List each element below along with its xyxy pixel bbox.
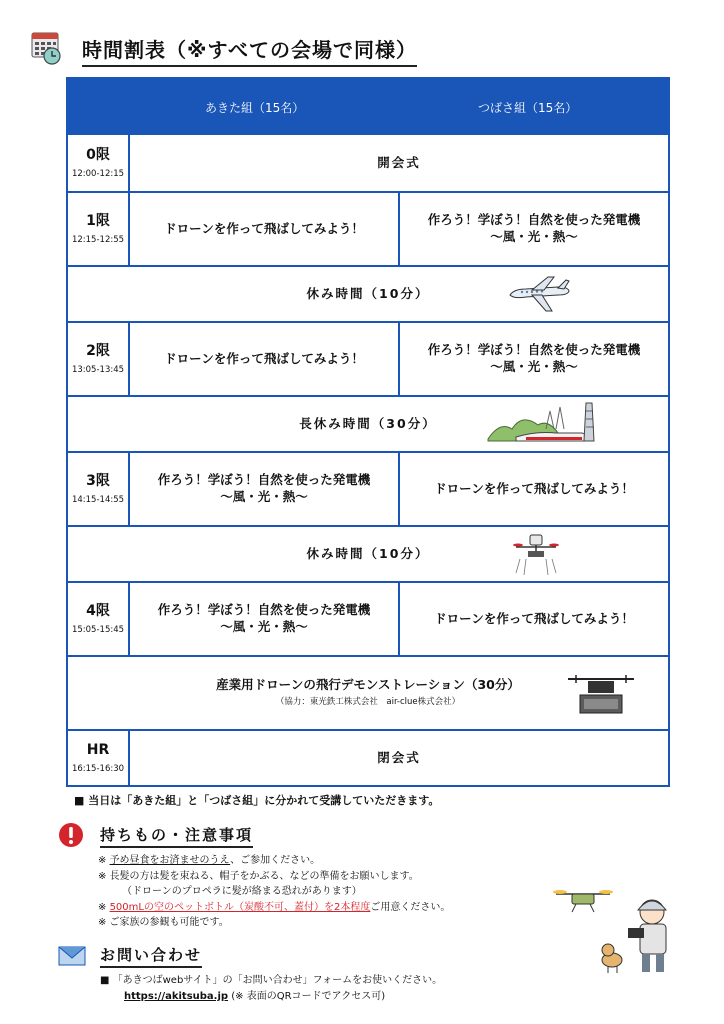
airplane-icon [506, 273, 572, 315]
period-0-content: 開会式 [128, 133, 670, 193]
demo-title: 産業用ドローンの飛行デモンストレーション（30分） [216, 677, 520, 693]
drone-sprayer-icon [512, 529, 560, 579]
contact-info [100, 973, 442, 1005]
title-row [30, 30, 500, 66]
contact-link-row [100, 989, 442, 1005]
period-3-akita: 作ろう！学ぼう！自然を使った発電機 ～風・光・熱～ [128, 451, 400, 527]
industrial-drone-icon [566, 671, 636, 717]
landscape-shinkansen-icon [486, 399, 598, 449]
period-label-4: 4限 15:05-15:45 [66, 581, 130, 657]
period-label-2: 2限 13:05-13:45 [66, 321, 130, 397]
break-1-label: 休み時間（10分） [306, 285, 430, 301]
belongings-heading: 持ちもの・注意事項 [100, 824, 253, 848]
period-label-1: 1限 12:15-12:55 [66, 191, 130, 267]
website-link-note: (※ 表面のQRコードでアクセス可) [228, 991, 386, 1002]
period-1-akita: ドローンを作って飛ばしてみよう！ [128, 191, 400, 267]
period-1-tsubasa: 作ろう！学ぼう！自然を使った発電機 ～風・光・熱～ [398, 191, 670, 267]
belongings-item-5: ※ ご家族の参観も可能です。 [98, 917, 229, 928]
period-label-3: 3限 14:15-14:55 [66, 451, 130, 527]
group-note: ■ 当日は「あきた組」と「つばさ組」に分かれて受講していただきます。 [74, 794, 440, 807]
break-1 [66, 265, 670, 323]
belongings-item-1: ※ 予め昼食をお済ませのうえ、ご参加ください。 [98, 855, 321, 866]
period-4-tsubasa: ドローンを作って飛ばしてみよう！ [398, 581, 670, 657]
contact-heading: お問い合わせ [100, 944, 202, 968]
page-title: 時間割表（※すべての会場で同様） [82, 34, 417, 67]
period-3-tsubasa: ドローンを作って飛ばしてみよう！ [398, 451, 670, 527]
demo-sub: （協力：東光鉄工株式会社 air-clue株式会社） [275, 697, 461, 708]
period-2-akita: ドローンを作って飛ばしてみよう！ [128, 321, 400, 397]
column-header-akita: あきた組（15名） [205, 101, 305, 115]
contact-text: ■ 「あきつばwebサイト」の「お問い合わせ」フォームをお使いください。 [100, 975, 443, 986]
period-label-0: 0限 12:00-12:15 [66, 133, 130, 193]
break-3 [66, 525, 670, 583]
timetable [66, 77, 670, 787]
break-3-label: 休み時間（10分） [306, 545, 430, 561]
drone-pilot-illustration [552, 880, 682, 976]
belongings-list [98, 853, 450, 931]
belongings-item-2: ※ 長髪の方は髪を束ねる、帽子をかぶる、などの準備をお願いします。 [98, 870, 419, 882]
column-header-tsubasa: つばさ組（15名） [478, 101, 578, 115]
period-4-akita: 作ろう！学ぼう！自然を使った発電機 ～風・光・熱～ [128, 581, 400, 657]
belongings-item-3: （ドローンのプロペラに髪が絡まる恐れがあります） [122, 886, 362, 897]
period-label-hr: HR 16:15-16:30 [66, 729, 130, 787]
mail-icon [58, 946, 86, 966]
alert-icon [58, 822, 84, 848]
calendar-clock-icon [30, 30, 64, 66]
belongings-item-4: ※ 500mLの空のペットボトル（炭酸不可、蓋付）を2本程度ご用意ください。 [98, 901, 451, 913]
timetable-header [66, 77, 670, 135]
break-2-label: 長休み時間（30分） [299, 415, 437, 431]
website-link[interactable]: https://akitsuba.jp [124, 991, 229, 1002]
hr-content: 閉会式 [128, 729, 670, 787]
period-2-tsubasa: 作ろう！学ぼう！自然を使った発電機 ～風・光・熱～ [398, 321, 670, 397]
